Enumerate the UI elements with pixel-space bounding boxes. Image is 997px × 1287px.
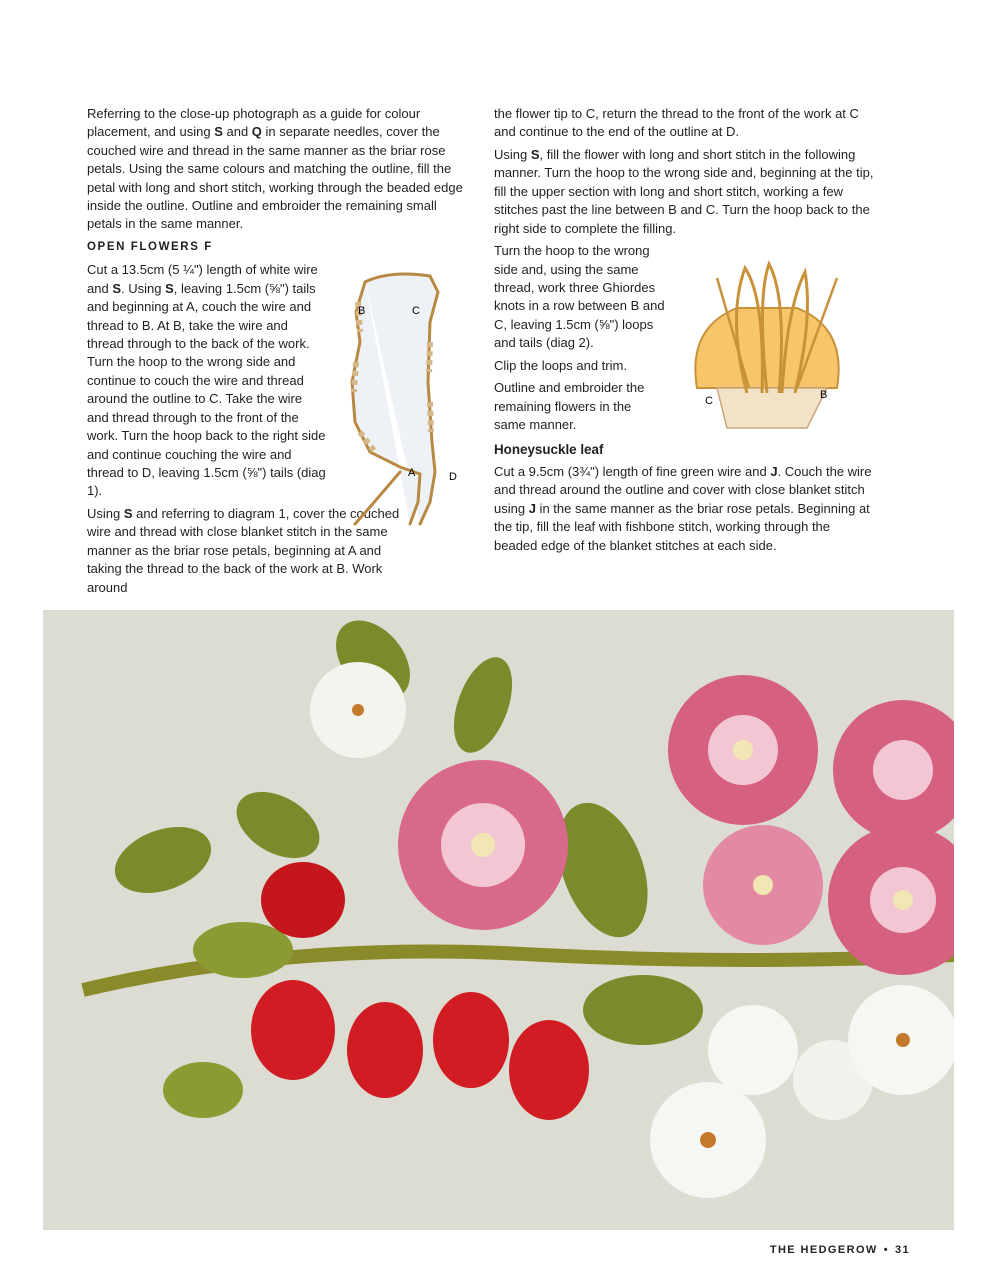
page-number: 31 — [894, 1244, 910, 1256]
open-flowers-heading: OPEN FLOWERS F — [87, 241, 213, 254]
diagram-2-label-b: B — [820, 389, 828, 401]
diagram-1-petal-outline — [330, 262, 470, 532]
diagram-1-label-b: B — [358, 305, 366, 317]
footer-section-title: THE HEDGEROW — [769, 1244, 878, 1256]
diagram-1-label-c: C — [412, 305, 420, 317]
left-paragraph-3: Using S and referring to diagram 1, cover the couched wire and thread with close blanket stitch in the same manner as the briar rose petals, beginning at A and taking the thread to the back of the work at B. Work around — [87, 505, 400, 595]
page-footer — [770, 1244, 910, 1256]
left-paragraph-2: Cut a 13.5cm (5 ¼") length of white wire and S. Using S, leaving 1.5cm (⅝") tails and beginning at A, couch the wire and thread to B. At B, take the wire and thread through to the back of the work. Turn the hoop to the wrong side and continue to couch the wire and thread around the outline to C. Take the wire and thread through to the front of the work. Turn the hoop back to the right side and continue couching the wire and thread to D, leaving 1.5cm (⅝") tails (diag 1). — [87, 262, 326, 499]
right-paragraph-1: the flower tip to C, return the thread to the front of the work at C and continue to the end of the outline at D. — [494, 106, 859, 140]
diagram-1-label-a: A — [408, 467, 416, 479]
embroidery-photograph — [43, 610, 954, 1230]
right-paragraph-6: Cut a 9.5cm (3¾") length of fine green wire and J. Couch the wire and thread around the outline and cover with close blanket stitch using J in the same manner as the briar rose petals. Beginning at the tip, fill the leaf with fishbone stitch, working through the beaded edge of the blanket stitches at each side. — [494, 464, 872, 553]
diagram-2-ghiordes-knots — [687, 258, 847, 436]
diagram-1-label-d: D — [449, 471, 457, 483]
right-paragraph-2: Using S, fill the flower with long and short stitch in the following manner. Turn the hoop to the wrong side and, beginning at the tip, fill the upper section with long and short stitch, working a few stitches past the line between B and C. Turn the hoop back to the right side to complete the filling. — [494, 147, 874, 236]
right-paragraph-4: Clip the loops and trim. — [494, 357, 627, 373]
footer-separator: • — [883, 1244, 889, 1256]
honeysuckle-leaf-heading: Honeysuckle leaf — [494, 441, 604, 457]
embroidery-illustration — [43, 610, 954, 1230]
diagram-2-label-c: C — [705, 395, 713, 407]
right-paragraph-5: Outline and embroider the remaining flowers in the same manner. — [494, 380, 645, 433]
right-paragraph-3: Turn the hoop to the wrong side and, using the same thread, work three Ghiordes knots in a row between B and C, leaving 1.5cm (⅝") loops and tails (diag 2). — [494, 243, 665, 351]
left-paragraph-1: Referring to the close-up photograph as a guide for colour placement, and using S and Q in separate needles, cover the couched wire and thread in the same manner as the briar rose petals. Using the same colours and matching the outline, fill the petal with long and short stitch, working through the beaded edge inside the outline. Outline and embroider the remaining small petals in the same manner. — [87, 106, 463, 232]
